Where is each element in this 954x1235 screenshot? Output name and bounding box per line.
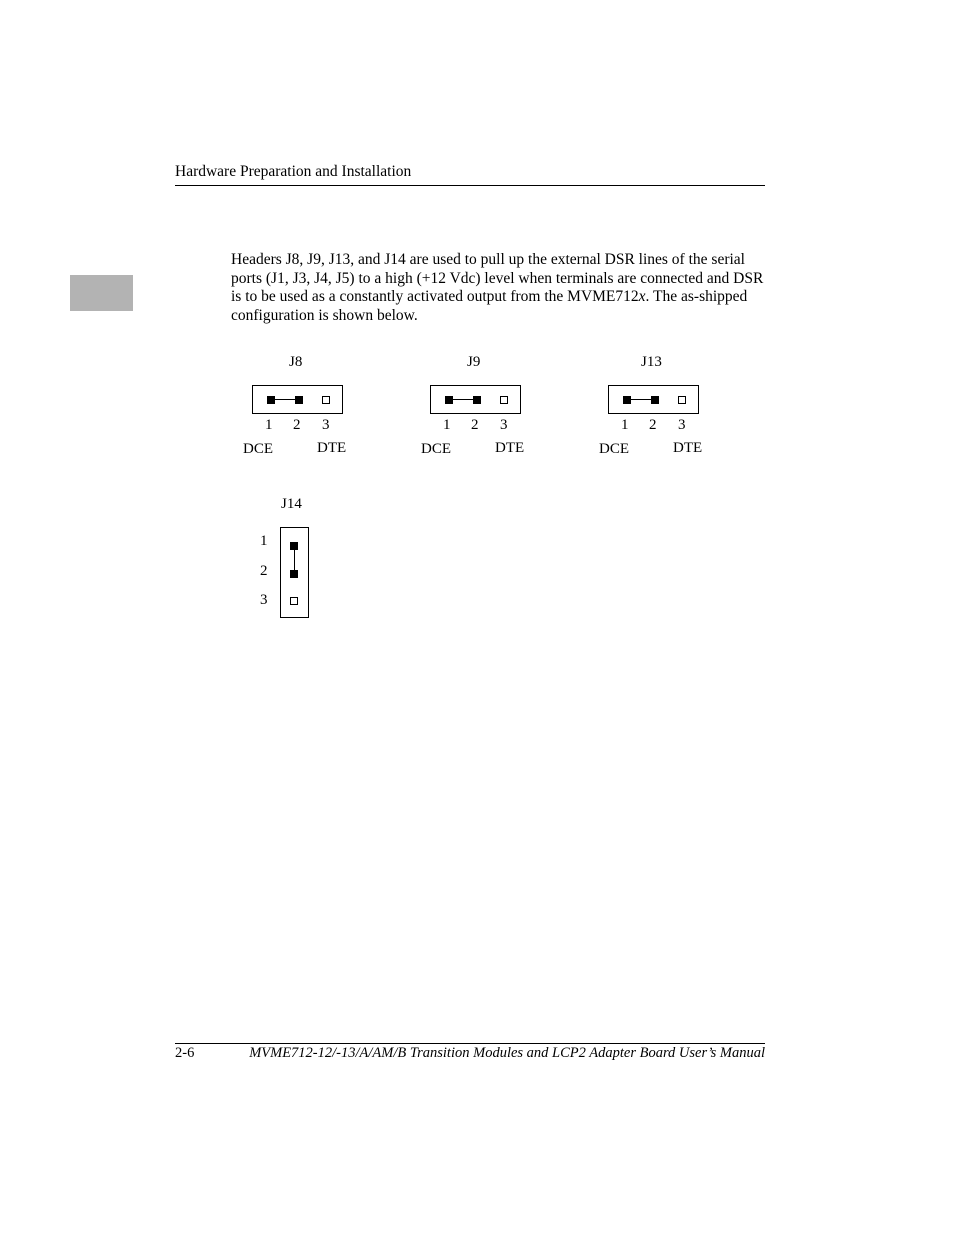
jumper-j8-pin1-label: 1 [265, 417, 273, 433]
jumper-j9-pin1 [445, 396, 453, 404]
jumper-j9-dce-label: DCE [421, 441, 451, 457]
jumper-j8-pin2 [295, 396, 303, 404]
chapter-tab [70, 275, 133, 311]
jumper-j8-pin1 [267, 396, 275, 404]
jumper-j9-pin3-label: 3 [500, 417, 508, 433]
jumper-j9-pin2 [473, 396, 481, 404]
jumper-j9-dte-label: DTE [495, 440, 525, 456]
jumper-j8-name: J8 [289, 354, 303, 370]
jumper-j9-pin2-label: 2 [471, 417, 479, 433]
paragraph-text-2: . The as-shipped configuration is shown below. [231, 288, 748, 325]
jumper-j8-pin3-label: 3 [322, 417, 330, 433]
jumper-j13-pin1-label: 1 [621, 417, 629, 433]
manual-title: MVME712-12/-13/A/AM/B Transition Modules and LCP2 Adapter Board User’s Manual [249, 1045, 765, 1061]
footer-rule [175, 1043, 765, 1044]
jumper-j14-pin1 [290, 542, 298, 550]
jumper-j14-name: J14 [281, 496, 302, 512]
jumper-j13-pin1 [623, 396, 631, 404]
jumper-j14-pin2-label: 2 [260, 563, 268, 579]
jumper-j13-shunt [631, 399, 651, 400]
jumper-j14-pin3-label: 3 [260, 592, 268, 608]
jumper-j8-shunt [275, 399, 295, 400]
body-paragraph [231, 251, 771, 326]
jumper-j13-pin3 [678, 396, 686, 404]
jumper-j13-name: J13 [641, 354, 662, 370]
running-header: Hardware Preparation and Installation [175, 163, 412, 180]
jumper-j9-name: J9 [467, 354, 481, 370]
page-number: 2-6 [175, 1045, 195, 1061]
paragraph-italic-x: x [638, 288, 646, 306]
jumper-j8-pin3 [322, 396, 330, 404]
jumper-j9-shunt [453, 399, 473, 400]
jumper-j13-dte-label: DTE [673, 440, 703, 456]
jumper-j14-pin1-label: 1 [260, 533, 268, 549]
jumper-j8-dce-label: DCE [243, 441, 273, 457]
paragraph-text-1: Headers J8, J9, J13, and J14 are used to pull up the external DSR lines of the serial ports (J1, J3, J4, J5) to a high (+12 Vdc) level when terminals are connected and DSR is to be used as a constantly activated output from the MVME712 [231, 251, 764, 306]
jumper-j13-pin2 [651, 396, 659, 404]
jumper-j14-pin2 [290, 570, 298, 578]
header-rule [175, 185, 765, 186]
jumper-j13-pin3-label: 3 [678, 417, 686, 433]
jumper-j13-dce-label: DCE [599, 441, 629, 457]
jumper-j14-shunt [294, 550, 295, 570]
jumper-j9-pin1-label: 1 [443, 417, 451, 433]
jumper-j8-dte-label: DTE [317, 440, 347, 456]
jumper-j14-pin3 [290, 597, 298, 605]
jumper-j8-pin2-label: 2 [293, 417, 301, 433]
jumper-j9-pin3 [500, 396, 508, 404]
jumper-j13-pin2-label: 2 [649, 417, 657, 433]
